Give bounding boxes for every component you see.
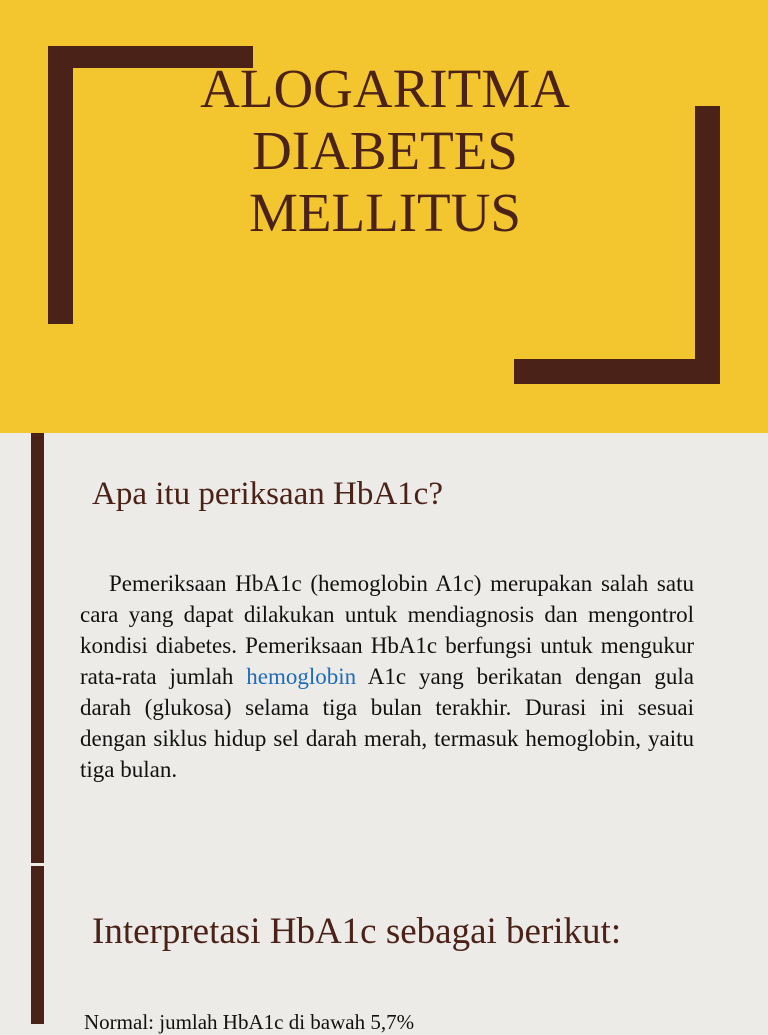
bracket-bottom-right-vertical [695, 106, 720, 384]
section-heading-interpretation: Interpretasi HbA1c sebagai berikut: [92, 911, 622, 952]
title-line-3: MELLITUS [249, 182, 521, 243]
side-accent-bar [31, 433, 44, 863]
bracket-bottom-right-horizontal [514, 359, 720, 384]
title-panel [0, 0, 768, 433]
paragraph-text-start: Pemeriksaan HbA1c (hemoglobin A1c) merupakan salah satu cara yang dapat dilakukan untuk mendiagnosis dan mengontrol kondisi diabetes. Pemeriksaan HbA1c berfungsi untuk mengukur rata-rata jumlah [80, 571, 694, 689]
paragraph-text-end: A1c yang berikatan dengan gula darah (glukosa) selama tiga bulan terakhir. Durasi ini sesuai dengan siklus hidup sel darah merah, termasuk hemoglobin, yaitu tiga bulan. [80, 664, 694, 782]
interpretation-normal-line: Normal: jumlah HbA1c di bawah 5,7% [84, 1010, 415, 1034]
bracket-top-left-vertical [48, 46, 73, 324]
hemoglobin-link[interactable]: hemoglobin [246, 664, 357, 689]
section-heading-hba1c: Apa itu periksaan HbA1c? [92, 476, 443, 512]
slide-title [150, 58, 620, 244]
side-accent-bar-lower [31, 866, 44, 1024]
title-line-2: DIABETES [252, 120, 518, 181]
hba1c-description [80, 568, 694, 785]
title-line-1: ALOGARITMA [200, 58, 570, 119]
